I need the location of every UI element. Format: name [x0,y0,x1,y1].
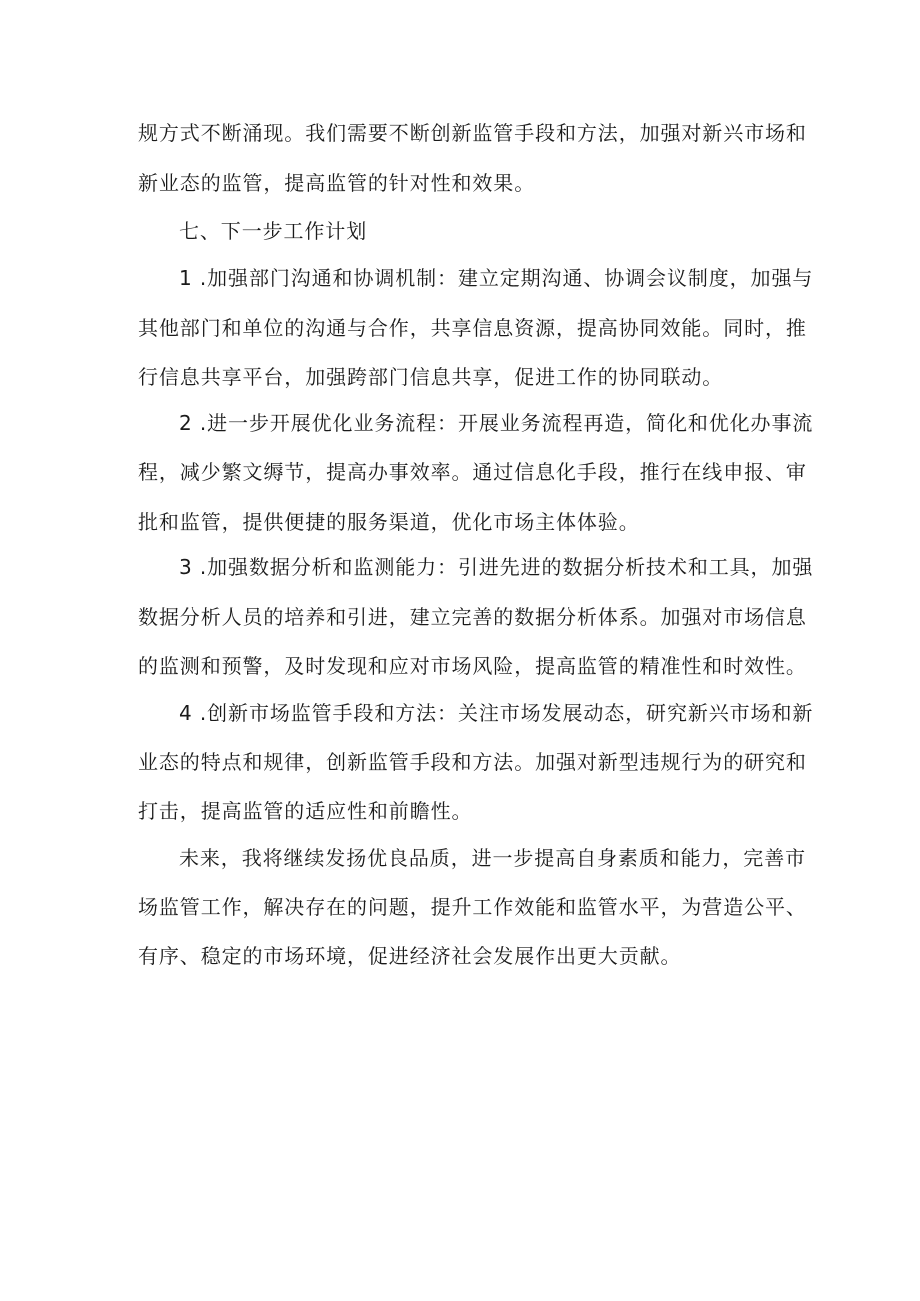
paragraph-line: 程，减少繁文缛节，提高办事效率。通过信息化手段，推行在线申报、审 [138,460,807,484]
paragraph-line: 的监测和预警，及时发现和应对市场风险，提高监管的精准性和时效性。 [138,654,807,678]
paragraph-line: 业态的特点和规律，创新监管手段和方法。加强对新型违规行为的研究和 [138,750,807,774]
paragraph-line: 行信息共享平台，加强跨部门信息共享，促进工作的协同联动。 [138,365,724,389]
paragraph-line: 新业态的监管，提高监管的针对性和效果。 [138,171,536,195]
paragraph-line: 场监管工作，解决存在的问题，提升工作效能和监管水平，为营造公平、 [138,895,807,919]
paragraph-line: 未来，我将继续发扬优良品质，进一步提高自身素质和能力，完善市 [179,846,806,870]
paragraph-line: 数据分析人员的培养和引进，建立完善的数据分析体系。加强对市场信息 [138,605,807,629]
paragraph-line: 规方式不断涌现。我们需要不断创新监管手段和方法，加强对新兴市场和 [138,121,807,145]
paragraph-line: 3 .加强数据分析和监测能力：引进先进的数据分析技术和工具，加强 [179,555,814,579]
paragraph-line: 2 .进一步开展优化业务流程：开展业务流程再造，简化和优化办事流 [179,411,814,435]
paragraph-line: 4 .创新市场监管手段和方法：关注市场发展动态，研究新兴市场和新 [179,701,814,725]
paragraph-line: 其他部门和单位的沟通与合作，共享信息资源，提高协同效能。同时，推 [138,316,807,340]
paragraph-line: 1 .加强部门沟通和协调机制：建立定期沟通、协调会议制度，加强与 [179,266,814,290]
section-heading: 七、下一步工作计划 [179,219,368,243]
paragraph-line: 有序、稳定的市场环境，促进经济社会发展作出更大贡献。 [138,944,682,968]
paragraph-line: 打击，提高监管的适应性和前瞻性。 [138,799,473,823]
paragraph-line: 批和监管，提供便捷的服务渠道，优化市场主体体验。 [138,510,640,534]
